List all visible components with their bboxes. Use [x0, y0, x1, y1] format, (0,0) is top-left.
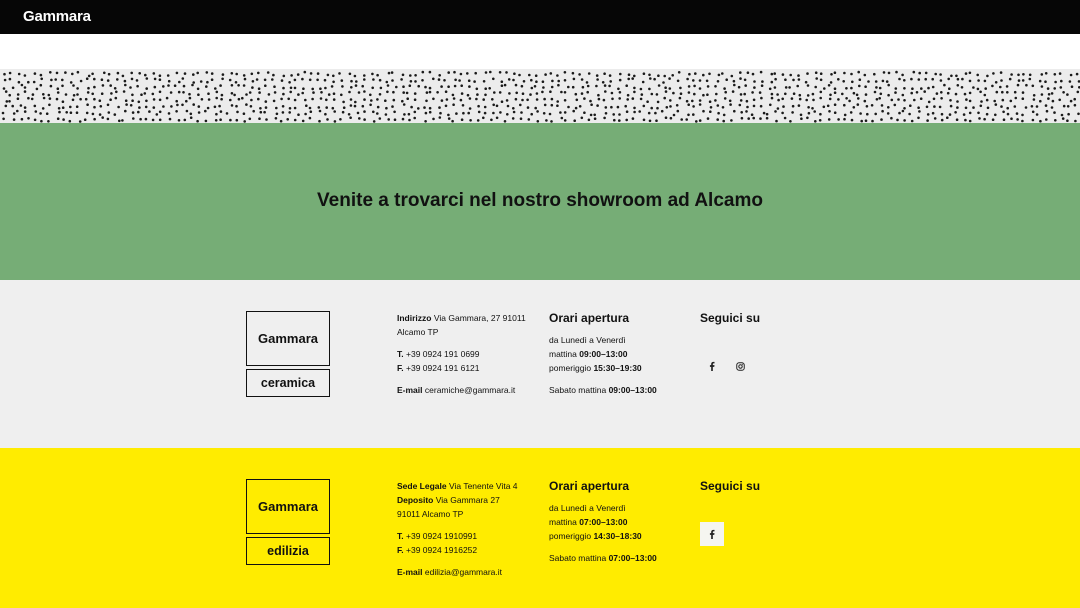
fax-label: F. [397, 363, 404, 373]
dot-pattern [0, 69, 1080, 123]
social-title: Seguici su [700, 311, 761, 325]
ceramica-footer-section [0, 280, 1080, 448]
deposito-label: Deposito [397, 495, 434, 505]
email-link[interactable]: ceramiche@gammara.it [424, 385, 516, 395]
edilizia-hours [549, 479, 689, 565]
address-line1: Via Gammara, 27 91011 [433, 313, 526, 323]
saturday-hours: 07:00–13:00 [608, 553, 657, 563]
hours-title: Orari apertura [549, 479, 630, 493]
edilizia-contact [397, 479, 537, 579]
ceramica-logo-top[interactable] [246, 311, 330, 366]
edilizia-social [700, 479, 820, 501]
hours-days: da Lunedì a Venerdì [549, 335, 626, 345]
deposito-value: Via Gammara 27 [435, 495, 500, 505]
edilizia-logo-text: Gammara [258, 499, 318, 514]
social-title: Seguici su [700, 479, 761, 493]
facebook-glyph [708, 529, 716, 539]
sede-label: Sede Legale [397, 481, 447, 491]
afternoon-hours: 15:30–19:30 [593, 363, 642, 373]
address-line2: Alcamo TP [397, 327, 439, 337]
afternoon-label: pomeriggio [549, 363, 592, 373]
saturday-label: Sabato mattina [549, 385, 607, 395]
edilizia-social-icons [700, 522, 724, 546]
hours-days: da Lunedì a Venerdì [549, 503, 626, 513]
header-logo[interactable]: Gammara [23, 8, 91, 25]
afternoon-hours: 14:30–18:30 [593, 531, 642, 541]
ceramica-logo-text: Gammara [258, 331, 318, 346]
email-label: E-mail [397, 385, 423, 395]
edilizia-logo-bottom[interactable] [246, 537, 330, 565]
saturday-label: Sabato mattina [549, 553, 607, 563]
edilizia-logo-subtext: edilizia [267, 544, 309, 558]
spacer [0, 34, 1080, 69]
facebook-icon[interactable] [700, 522, 724, 546]
morning-label: mattina [549, 349, 577, 359]
hours-title: Orari apertura [549, 311, 630, 325]
instagram-glyph [736, 362, 745, 371]
ceramica-logo-subtext: ceramica [260, 376, 316, 390]
facebook-icon[interactable] [700, 354, 724, 378]
morning-hours: 07:00–13:00 [579, 517, 628, 527]
saturday-hours: 09:00–13:00 [608, 385, 657, 395]
instagram-icon[interactable] [728, 354, 752, 378]
edilizia-footer-section [0, 448, 1080, 608]
ceramica-contact [397, 311, 537, 397]
afternoon-label: pomeriggio [549, 531, 592, 541]
deposito-line2: 91011 Alcamo TP [397, 509, 464, 519]
fax-number: +39 0924 191 6121 [406, 363, 480, 373]
sede-value: Via Tenente Vita 4 [448, 481, 518, 491]
phone-label: T. [397, 349, 404, 359]
phone-label: T. [397, 531, 404, 541]
email-label: E-mail [397, 567, 423, 577]
morning-hours: 09:00–13:00 [579, 349, 628, 359]
fax-number: +39 0924 1916252 [406, 545, 478, 555]
facebook-glyph [708, 361, 716, 371]
ceramica-hours [549, 311, 689, 397]
address-label: Indirizzo [397, 313, 432, 323]
ceramica-social [700, 311, 820, 333]
top-navbar [0, 0, 1080, 34]
phone-number[interactable]: +39 0924 1910991 [406, 531, 478, 541]
morning-label: mattina [549, 517, 577, 527]
email-link[interactable]: edilizia@gammara.it [424, 567, 503, 577]
edilizia-logo-top[interactable] [246, 479, 330, 534]
fax-label: F. [397, 545, 404, 555]
phone-number[interactable]: +39 0924 191 0699 [406, 349, 480, 359]
ceramica-logo-bottom[interactable] [246, 369, 330, 397]
ceramica-social-icons [700, 354, 752, 378]
dot-pattern-band [0, 69, 1080, 123]
showroom-banner [0, 123, 1080, 280]
banner-title: Venite a trovarci nel nostro showroom ad Alcamo [317, 190, 763, 211]
